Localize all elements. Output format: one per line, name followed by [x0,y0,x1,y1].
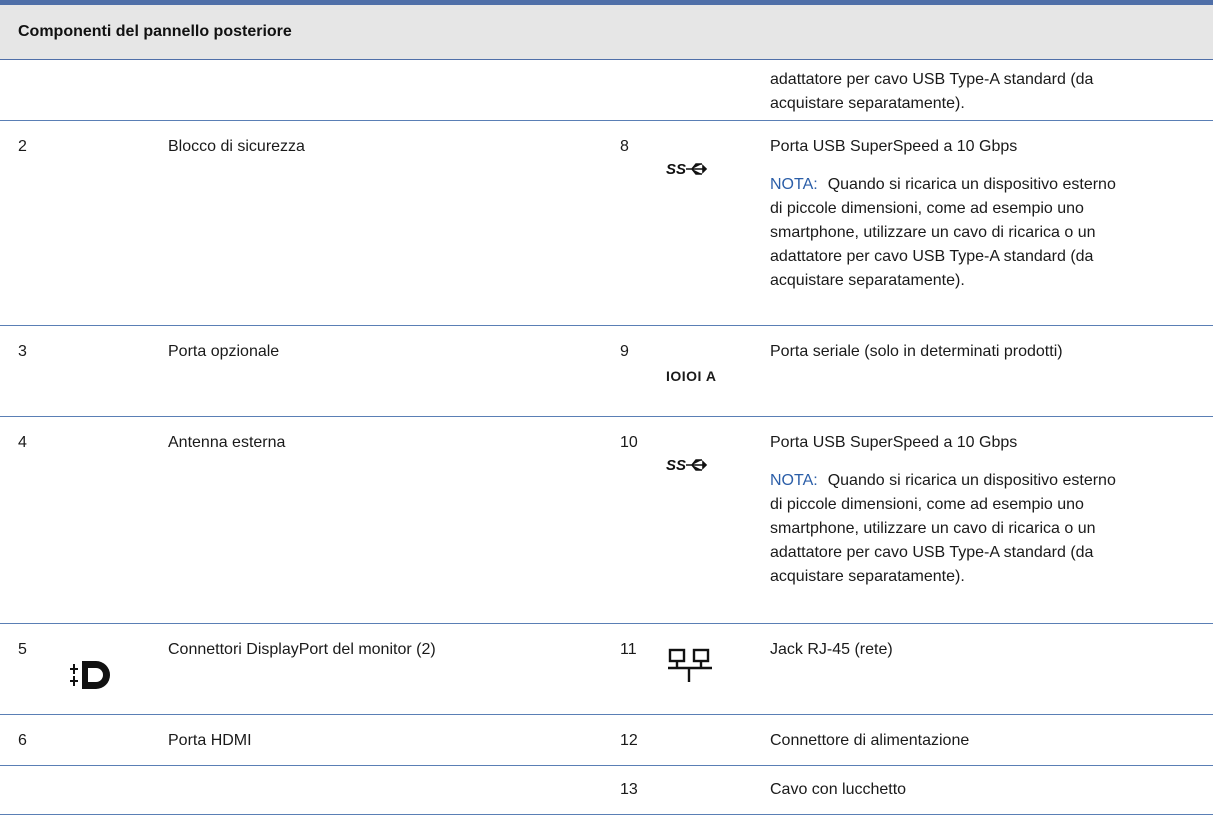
item-label: Antenna esterna [168,434,286,451]
note-line: acquistare separatamente). [770,568,965,585]
note-line: adattatore per cavo USB Type-A standard (da [770,248,1094,265]
item-number: 10 [620,434,638,451]
network-rj45-icon [666,646,714,696]
note-label: NOTA: [770,176,818,193]
note-line: smartphone, utilizzare un cavo di ricarica o un [770,520,1096,537]
displayport-icon [68,658,116,700]
table-row [0,326,1213,417]
item-label: Porta USB SuperSpeed a 10 Gbps [770,434,1018,451]
table-row [0,766,1213,815]
note-line: Quando si ricarica un dispositivo esterno [827,176,1116,193]
note-line: di piccole dimensioni, come ad esempio uno [770,496,1084,513]
table-row [0,121,1213,326]
table-title: Componenti del pannello posteriore [18,23,292,40]
item-label: Connettore di alimentazione [770,732,970,749]
item-number: 4 [18,434,27,451]
note-line: di piccole dimensioni, come ad esempio uno [770,200,1084,217]
table-row [0,715,1213,766]
item-label: Jack RJ-45 (rete) [770,641,893,658]
item-label: Porta seriale (solo in determinati prodotti) [770,343,1063,360]
item-number: 8 [620,138,629,155]
item-number: 12 [620,732,638,749]
item-number: 13 [620,781,638,798]
note-label: NOTA: [770,472,818,489]
item-number: 11 [620,641,637,658]
svg-text:SS: SS [666,161,687,178]
svg-text:SS: SS [666,457,687,474]
item-number: 3 [18,343,27,360]
note-block [770,173,1210,293]
item-label: Blocco di sicurezza [168,138,305,155]
item-label: Connettori DisplayPort del monitor (2) [168,641,436,658]
note-line: acquistare separatamente). [770,272,965,289]
continued-note-line: acquistare separatamente). [770,95,965,112]
note-line: adattatore per cavo USB Type-A standard (da [770,544,1094,561]
serial-port-icon: IOIOI A [666,368,717,384]
table-header [0,5,1213,60]
item-number: 9 [620,343,629,360]
continued-note-line: adattatore per cavo USB Type-A standard (da [770,71,1094,88]
note-block [770,469,1210,589]
item-number: 2 [18,138,27,155]
item-number: 5 [18,641,27,658]
item-label: Cavo con lucchetto [770,781,907,798]
table-row-continued [0,60,1213,121]
note-line: smartphone, utilizzare un cavo di ricarica o un [770,224,1096,241]
item-label: Porta opzionale [168,343,280,360]
note-line: Quando si ricarica un dispositivo esterno [827,472,1116,489]
item-label: Porta USB SuperSpeed a 10 Gbps [770,138,1018,155]
item-number: 6 [18,732,27,749]
table-row [0,417,1213,624]
table-row [0,624,1213,715]
item-label: Porta HDMI [168,732,252,749]
usb-superspeed-icon [666,455,712,483]
usb-superspeed-icon [666,159,712,187]
